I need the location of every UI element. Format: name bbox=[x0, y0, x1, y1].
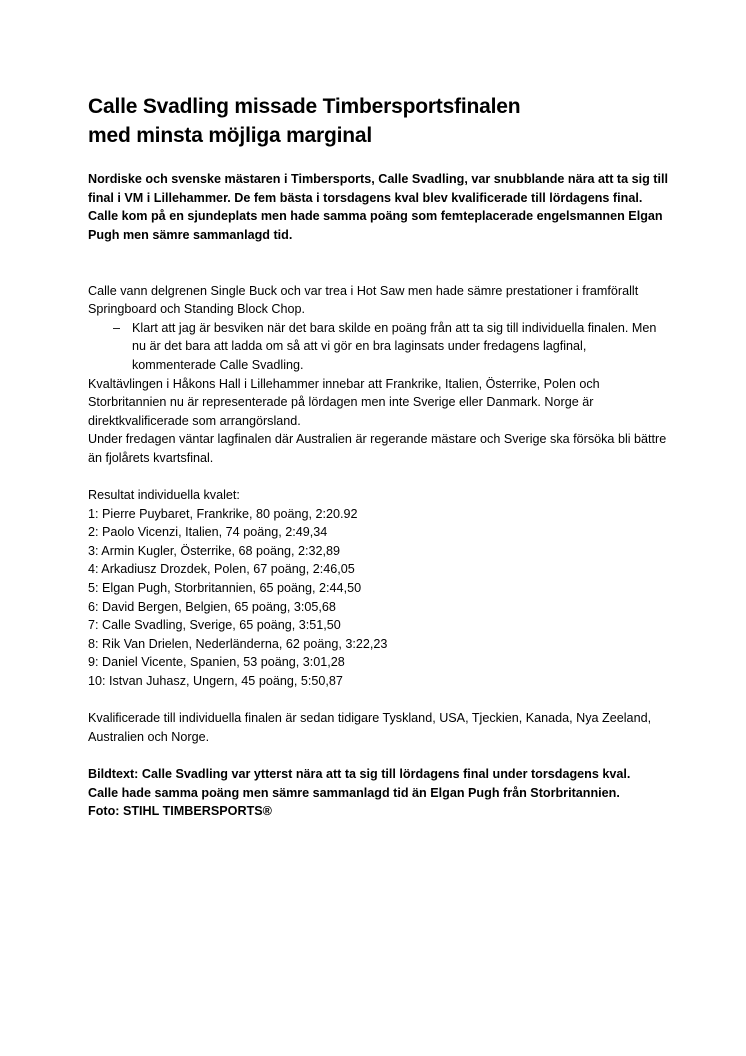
results-list bbox=[88, 505, 668, 691]
quote-item bbox=[88, 319, 668, 375]
spacer bbox=[88, 263, 668, 282]
result-item-8: 8: Rik Van Drielen, Nederländerna, 62 poäng, 3:22,23 bbox=[88, 636, 388, 651]
body-paragraph-2: Kvaltävlingen i Håkons Hall i Lillehammer innebar att Frankrike, Italien, Österrike, Polen och Storbritannien nu är representerade på lördagen men inte Sverige eller Danmark. Norge är direktkvalificerade som arrangörsland. bbox=[88, 376, 600, 428]
result-item-6: 6: David Bergen, Belgien, 65 poäng, 3:05,68 bbox=[88, 599, 336, 614]
result-item-1: 1: Pierre Puybaret, Frankrike, 80 poäng, 2:20.92 bbox=[88, 506, 358, 521]
photo-caption-line-2: Calle hade samma poäng men sämre sammanlagd tid än Elgan Pugh från Storbritannien. bbox=[88, 785, 620, 800]
photo-credit: Foto: STIHL TIMBERSPORTS® bbox=[88, 804, 272, 819]
quote-dash: – bbox=[113, 320, 121, 335]
photo-caption-line-1: Bildtext: Calle Svadling var ytterst nära att ta sig till lördagens final under torsdagens kval. bbox=[88, 767, 631, 781]
result-item-4: 4: Arkadiusz Drozdek, Polen, 67 poäng, 2:46,05 bbox=[88, 562, 355, 577]
result-item-2: 2: Paolo Vicenzi, Italien, 74 poäng, 2:49,34 bbox=[88, 525, 328, 540]
spacer bbox=[88, 746, 668, 765]
document-page bbox=[88, 92, 668, 821]
result-item-9: 9: Daniel Vicente, Spanien, 53 poäng, 3:01,28 bbox=[88, 655, 345, 670]
result-item-7: 7: Calle Svadling, Sverige, 65 poäng, 3:51,50 bbox=[88, 618, 341, 633]
page-title-line-1: Calle Svadling missade Timbersportsfinalen bbox=[88, 95, 521, 118]
results-heading: Resultat individuella kvalet: bbox=[88, 488, 240, 503]
result-item-5: 5: Elgan Pugh, Storbritannien, 65 poäng, 2:44,50 bbox=[88, 581, 362, 596]
lead-paragraph: Nordiske och svenske mästaren i Timbersports, Calle Svadling, var snubblande nära att ta sig till final i VM i Lillehammer. De fem bästa i torsdagens kval blev kvalificerade till lördagens final. Calle kom på en sjundeplats men hade samma poäng som femteplacerade engelsmannen Elgan Pugh men sämre sammanlagd tid. bbox=[88, 172, 668, 242]
spacer bbox=[88, 691, 668, 710]
quote-text: Klart att jag är besviken när det bara skilde en poäng från att ta sig till individuella finalen. Men nu är det bara att ladda om så att vi gör en bra laginsats under fredagens lagfinal, kommenterade Calle Svadling. bbox=[132, 320, 657, 372]
page-title bbox=[88, 92, 668, 150]
qualified-paragraph: Kvalificerade till individuella finalen är sedan tidigare Tyskland, USA, Tjeckien, Kanada, Nya Zeeland, Australien och Norge. bbox=[88, 711, 652, 744]
page-title-line-2: med minsta möjliga marginal bbox=[88, 124, 373, 147]
spacer bbox=[88, 468, 668, 487]
result-item-3: 3: Armin Kugler, Österrike, 68 poäng, 2:32,89 bbox=[88, 543, 341, 558]
body-paragraph-3: Under fredagen väntar lagfinalen där Australien är regerande mästare och Sverige ska försöka bli bättre än fjolårets kvartsfinal. bbox=[88, 432, 667, 465]
result-item-10: 10: Istvan Juhasz, Ungern, 45 poäng, 5:50,87 bbox=[88, 674, 343, 689]
body-paragraph-1: Calle vann delgrenen Single Buck och var trea i Hot Saw men hade sämre prestationer i framförallt Springboard och Standing Block Chop. bbox=[88, 283, 639, 317]
